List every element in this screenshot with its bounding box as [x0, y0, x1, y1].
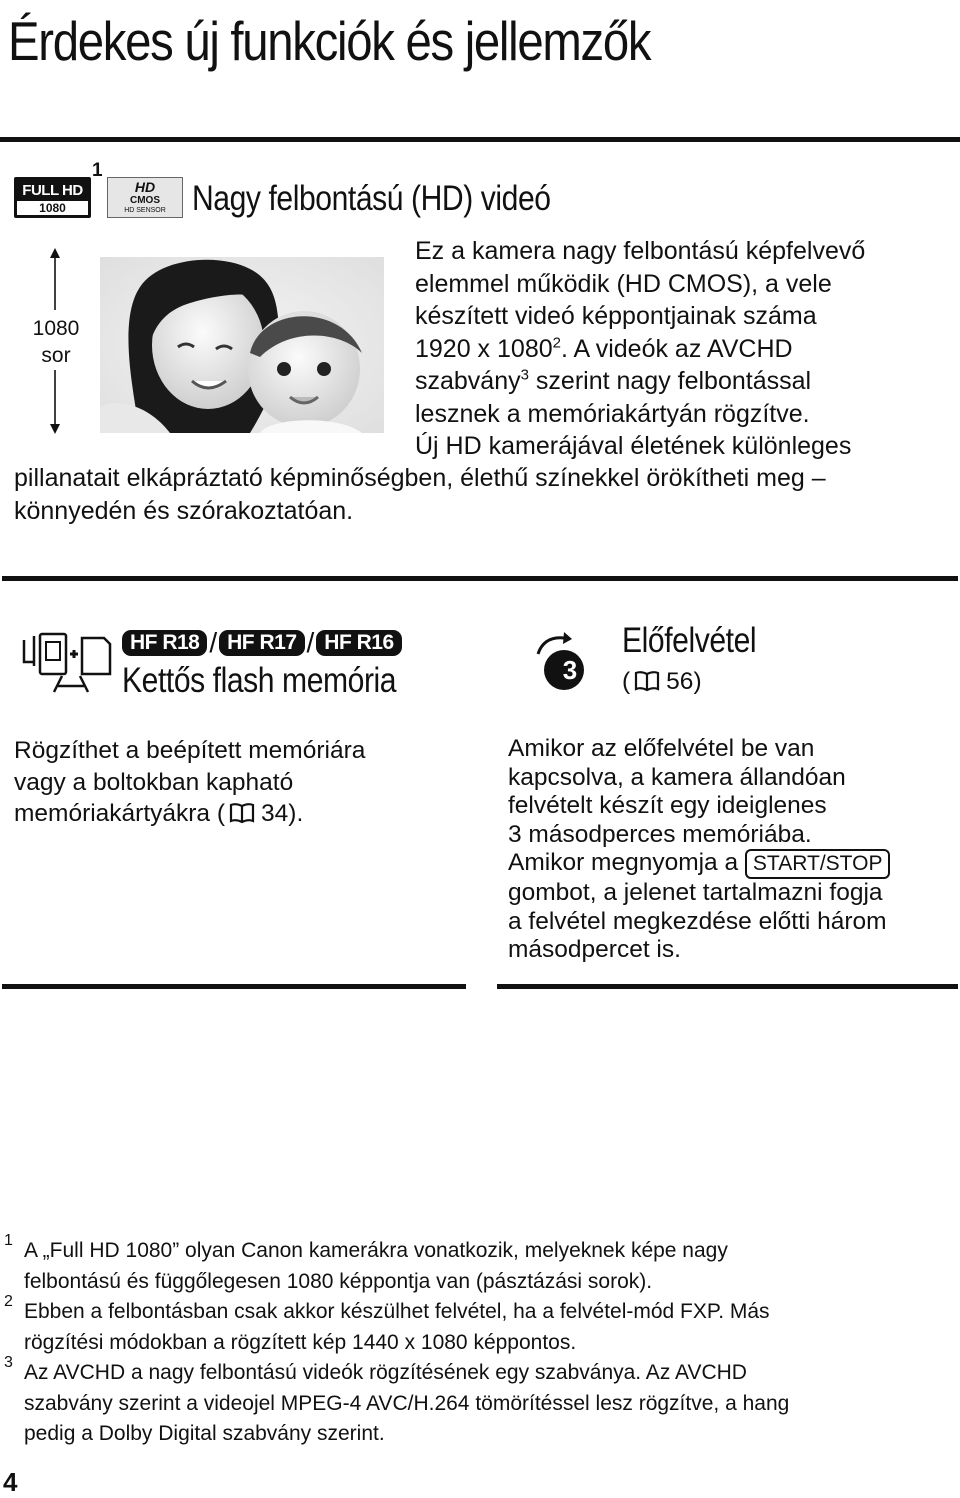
footnote-ref-3: 3: [520, 366, 529, 384]
flash-line-1: Rögzíthet a beépített memóriára: [14, 737, 366, 764]
footnote-line: szabvány szerint a videojel MPEG-4 AVC/H.264 tömörítéssel lesz rögzítve, a hang: [24, 1391, 790, 1415]
footnote-num: 2: [4, 1293, 13, 1310]
prerec-heading: Előfelvétel: [622, 621, 757, 660]
book-icon: [634, 670, 660, 692]
hd-line-8: pillanatait elkápráztató képminőségben, élethű színekkel örökítheti meg –: [14, 464, 826, 492]
flash-heading: Kettős flash memória: [122, 661, 397, 700]
hd-line-1: Ez a kamera nagy felbontású képfelvevő: [415, 237, 866, 265]
hd-cmos-logo: [107, 177, 183, 218]
flash-bottom-rule: [2, 984, 466, 989]
hd-line-3: készített videó képpontjainak száma: [415, 302, 817, 330]
prerec-ref: [622, 666, 702, 698]
footnote-line: pedig a Dolby Digital szabvány szerint.: [24, 1422, 385, 1445]
hd-paragraph-right: [415, 235, 955, 463]
footnote-3: [4, 1354, 954, 1446]
page-number: 4: [3, 1467, 18, 1497]
prerec-line-8: másodpercet is.: [508, 936, 681, 963]
model-badge-hfr18: HF R18: [122, 630, 207, 656]
hd-cmos-logo-mid: CMOS: [130, 195, 160, 206]
dimension-label: [26, 315, 86, 369]
footnote-text: [24, 1236, 728, 1297]
flash-line-3-b: ).: [288, 800, 304, 827]
footnote-text: [24, 1297, 770, 1358]
footnote-1: [4, 1232, 954, 1293]
hd-line-6: lesznek a memóriakártyán rögzítve.: [415, 399, 810, 428]
footnote-line: Az AVCHD a nagy felbontású videók rögzítésének egy szabványa. Az AVCHD: [24, 1361, 747, 1384]
footnote-num: 1: [4, 1232, 13, 1249]
page-title: Érdekes új funkciók és jellemzők: [8, 10, 651, 72]
flash-line-2: vagy a boltokban kapható: [14, 768, 294, 796]
hd-line-2: elemmel működik (HD CMOS), a vele: [415, 269, 832, 298]
model-separator: /: [306, 627, 315, 658]
book-icon: [229, 802, 255, 824]
flash-line-3: [14, 798, 454, 830]
title-rule: [0, 137, 960, 142]
hd-cmos-logo-bottom: HD SENSOR: [124, 207, 166, 214]
prerec-line-5-a: Amikor megnyomja a: [508, 849, 739, 876]
prerec-body: [508, 735, 953, 965]
dimension-label-1080: 1080: [32, 317, 80, 340]
footnote-2: [4, 1293, 954, 1354]
dual-flash-memory-icon: [20, 632, 112, 694]
footnotes: [4, 1232, 954, 1446]
mother-baby-photo: [100, 257, 384, 433]
full-hd-logo-sup: 1: [92, 160, 103, 181]
start-stop-key: START/STOP: [745, 849, 891, 879]
prerec-bottom-rule: [497, 984, 958, 989]
prerec-ref-open: (: [622, 668, 631, 695]
hd-line-9: könnyedén és szórakoztatóan.: [14, 496, 354, 525]
footnote-num: 3: [4, 1354, 13, 1371]
hd-heading: Nagy felbontású (HD) videó: [192, 179, 551, 218]
hd-cmos-logo-top: HD: [134, 179, 156, 195]
footnote-text: [24, 1358, 789, 1450]
footnote-line: A „Full HD 1080” olyan Canon kamerákra vonatkozik, melyeknek képe nagy: [24, 1239, 728, 1262]
prerec-line-7: a felvétel megkezdése előtti három: [508, 907, 887, 935]
full-hd-logo-bottom: 1080: [17, 201, 88, 215]
hd-line-7: Új HD kamerájával életének különleges: [415, 432, 852, 460]
hd-line-4-b: . A videók az AVCHD: [560, 334, 793, 363]
footnote-line: Ebben a felbontásban csak akkor készülhet felvétel, ha a felvétel-mód FXP. Más: [24, 1300, 770, 1323]
prerec-line-3: felvételt készít egy ideiglenes: [508, 792, 827, 819]
flash-line-3-a: memóriakártyákra (: [14, 800, 226, 827]
model-separator: /: [209, 627, 218, 658]
flash-body: [14, 735, 454, 830]
model-badge-hfr16: HF R16: [316, 630, 401, 656]
hd-line-4-a: 1920 x 1080: [415, 334, 553, 363]
prerec-page-ref: 56: [666, 668, 694, 695]
model-badges: [122, 627, 402, 658]
prerec-line-1: Amikor az előfelvétel be van: [508, 735, 815, 762]
prerec-line-4: 3 másodperces memóriába.: [508, 820, 812, 848]
prerec-line-6: gombot, a jelenet tartalmazni fogja: [508, 879, 883, 906]
full-hd-logo: [14, 177, 91, 218]
dimension-label-sor: sor: [41, 344, 71, 367]
model-badge-hfr17: HF R17: [219, 630, 304, 656]
hd-line-5-a: szabvány: [415, 367, 521, 395]
footnote-ref-2: 2: [552, 334, 561, 352]
footnote-line: rögzítési módokban a rögzített kép 1440 x 1080 képpontos.: [24, 1330, 577, 1354]
hd-line-5: [415, 365, 955, 398]
prerec-ref-close: ): [693, 668, 702, 695]
section-rule: [2, 576, 958, 581]
full-hd-logo-top: FULL HD: [22, 182, 83, 199]
flash-page-ref: 34: [261, 800, 289, 827]
hd-line-5-b: szerint nagy felbontással: [528, 367, 812, 395]
hd-line-4: [415, 333, 955, 366]
hd-paragraph-full: [14, 462, 954, 527]
pre-record-icon-number: 3: [562, 655, 578, 685]
prerec-line-2: kapcsolva, a kamera állandóan: [508, 763, 846, 791]
prerec-line-5: [508, 849, 953, 879]
footnote-line: felbontású és függőlegesen 1080 képpontja van (pásztázási sorok).: [24, 1269, 653, 1293]
